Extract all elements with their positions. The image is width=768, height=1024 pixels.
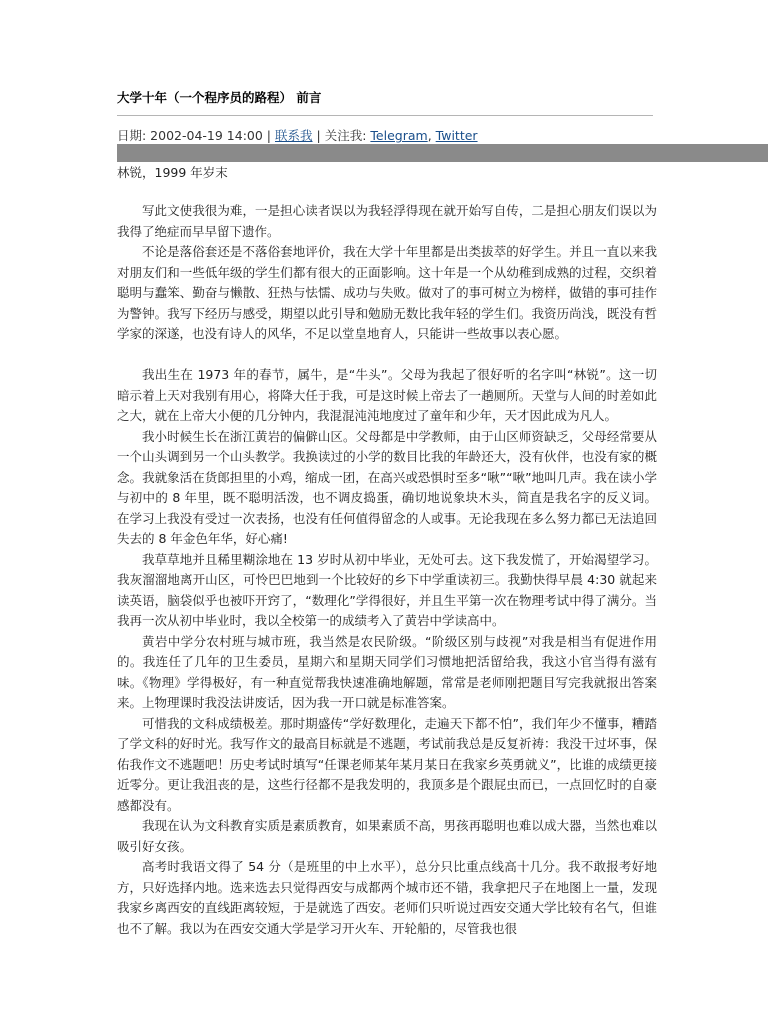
article-paragraph: 我出生在 1973 年的春节，属牛，是“牛头”。父母为我起了很好听的名字叫“林锐”。这一切暗示着上天对我别有用心，将降大任于我，可是这时候上帝去了一趟厕所。天堂与人间的时差如此之大，就在上帝大小便的几分钟内，我混混沌沌地度过了童年和少年，天才因此成为凡人。 — [117, 367, 657, 423]
title-divider — [117, 115, 653, 116]
meta-comma: , — [427, 128, 432, 143]
article-paragraph: 我现在认为文科教育实质是素质教育，如果素质不高，男孩再聪明也难以成大器，当然也难以吸引好女孩。 — [117, 818, 657, 854]
post-date: 日期: 2002-04-19 14:00 | — [117, 128, 272, 143]
telegram-link[interactable]: Telegram — [370, 128, 428, 143]
header-bar — [117, 144, 768, 162]
page-title: 大学十年（一个程序员的路程） 前言 — [117, 90, 322, 105]
article-paragraph: 高考时我语文得了 54 分（是班里的中上水平），总分只比重点线高十几分。我不敢报考好地方，只好选择内地。选来选去只觉得西安与成都两个城市还不错，我拿把尺子在地图上一量，发现我家乡离西安的直线距离较短，于是就选了西安。老师们只听说过西安交通大学比较有名气，但谁也不了解。我以为在西安交通大学是学习开火车、开轮船的，尽管我也很 — [117, 859, 657, 936]
article-body — [117, 201, 657, 939]
article-paragraph: 我小时候生长在浙江黄岩的偏僻山区。父母都是中学教师，由于山区师资缺乏，父母经常要从一个山头调到另一个山头教学。我换读过的小学的数目比我的年龄还大，没有伙伴，也没有家的概念。我就象活在货郎担里的小鸡，缩成一团，在高兴或恐惧时至多“啾”“啾”地叫几声。我在读小学与初中的 8 年里，既不聪明活泼，也不调皮捣蛋，确切地说象块木头，简直是我名字的反义词。在学习上我没有受过一次表扬，也没有任何值得留念的人或事。无论我现在多么努力都已无法追回失去的 8 年金色年华，好心痛! — [117, 428, 657, 546]
follow-label: 关注我: — [324, 128, 367, 143]
article-paragraph: 写此文使我很为难，一是担心读者误以为我轻浮得现在就开始写自传，二是担心朋友们误以为我得了绝症而早早留下遗作。 — [117, 203, 657, 239]
article-paragraph: 不论是落俗套还是不落俗套地评价，我在大学十年里都是出类拔萃的好学生。并且一直以来我对朋友们和一些低年级的学生们都有很大的正面影响。这十年是一个从幼稚到成熟的过程，交织着聪明与蠢笨、勤奋与懒散、狂热与怯懦、成功与失败。做对了的事可树立为榜样，做错的事可挂作为警钟。我写下经历与感受，期望以此引导和勉励无数比我年轻的学生们。我资历尚浅，既没有哲学家的深遂，也没有诗人的风华，不足以堂皇地育人，只能讲一些故事以表心愿。 — [117, 244, 657, 341]
twitter-link[interactable]: Twitter — [435, 128, 478, 143]
meta-separator: | — [316, 128, 321, 143]
contact-link[interactable]: 联系我 — [275, 128, 313, 143]
article-paragraph: 可惜我的文科成绩极差。那时期盛传“学好数理化，走遍天下都不怕”，我们年少不懂事，糟踏了学文科的好时光。我写作文的最高目标就是不逃题，考试前我总是反复祈祷：我没干过坏事，保佑我作文不逃题吧！历史考试时填写“任课老师某年某月某日在我家乡英勇就义”，比谁的成绩更接近零分。更让我沮丧的是，这些行径都不是我发明的，我顶多是个跟屁虫而已，一点回忆时的自豪感都没有。 — [117, 715, 657, 813]
article-paragraph: 黄岩中学分农村班与城市班，我当然是农民阶级。“阶级区别与歧视”对我是相当有促进作用的。我连任了几年的卫生委员，星期六和星期天同学们习惯地把活留给我，我这小官当得有滋有味。《物理》学得极好，有一种直觉帮我快速准确地解题，常常是老师刚把题目写完我就报出答案来。上物理课时我没法讲废话，因为我一开口就是标准答案。 — [117, 633, 657, 710]
article-author: 林锐，1999 年岁末 — [117, 165, 228, 180]
post-meta — [117, 126, 478, 144]
article-paragraph: 我草草地并且稀里糊涂地在 13 岁时从初中毕业，无处可去。这下我发慌了，开始渴望学习。我灰溜溜地离开山区，可怜巴巴地到一个比较好的乡下中学重读初三。我勤快得早晨 4:30 就起来读英语，脑袋似乎也被吓开窍了，“数理化”学得很好，并且生平第一次在物理考试中得了满分。当我再一次从初中毕业时，我以全校第一的成绩考入了黄岩中学读高中。 — [117, 551, 657, 628]
